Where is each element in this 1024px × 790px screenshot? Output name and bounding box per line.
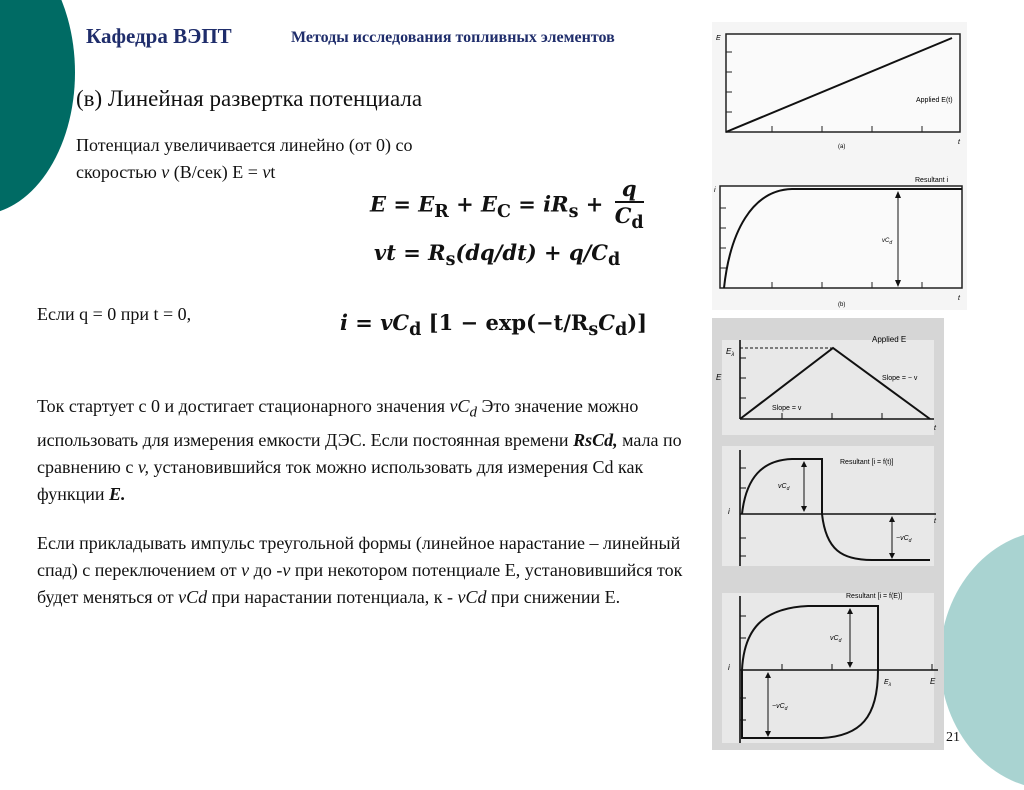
panel-b [714,177,962,308]
panel3-ylabel: i [728,663,730,672]
para1-e: E. [109,483,126,504]
eq1-lhs: E = E [370,191,435,217]
panel-b-xlabel: t [958,295,960,302]
paragraph-triangular-pulse [37,530,702,611]
department-title: Кафедра ВЭПТ [86,24,232,48]
eq1-plus2: + [578,191,611,217]
panel-a-curve-label: Applied E(t) [916,97,953,104]
eq2-b: (dq/dt) + q/C [455,240,609,265]
panel2-ylabel: i [728,507,730,516]
condition-text: Если q = 0 при t = 0, [37,304,192,324]
page-number: 21 [946,730,960,745]
para1-vcd: vC [449,396,470,416]
panel3-background [722,593,934,743]
para2-v2: v [282,560,291,580]
intro-v2: v [262,162,271,182]
para1-text-d: установившийся ток можно использовать для измерения Cd как функции [37,456,644,504]
eq3-e: )] [627,310,648,335]
intro-v: v [161,162,170,182]
eq1-sub-c: C [497,201,511,222]
panel2-background [722,446,934,566]
panel-i-of-t [722,446,937,566]
eq3-b: [1 − exp(−t/R [421,310,589,335]
para1-v: v, [137,456,149,477]
slide-heading: (в) Линейная развертка потенциала [76,86,423,111]
eq3-sub-d2: d [614,320,628,341]
panel-b-ylabel: i [714,187,716,194]
panel3-title: Resultant [i = f(E)] [846,593,903,600]
para2-vcd: vCd [178,587,208,607]
para2-text-a: Если прикладывать импульс треугольной формы (линейное нарастание – линейный спад) с переключением от [37,533,681,580]
panel3-xlabel: E [930,677,936,686]
panel-b-curve-label: Resultant i [915,177,949,184]
para1-text-a: Ток стартует с 0 и достигает стационарного значения [37,396,450,416]
intro-line-1: Потенциал увеличивается линейно (от 0) со [76,135,413,155]
panel-applied-e [716,335,937,435]
intro-t: t [270,162,276,182]
panel-i-of-e [722,593,938,743]
para2-text-c: при некотором потенциале E, установившийся ток будет меняться от [37,560,683,607]
eq1-denominator: C [614,203,632,228]
eq1-sub-r: R [434,201,449,222]
panel-a-caption: (a) [838,144,846,150]
eq2-sub-s: s [445,250,456,271]
panel2-pos-label: $vC_d$ [778,483,790,492]
panel-b-caption: (b) [838,302,846,308]
intro-line-2a: скоростью [76,162,162,182]
eq1-fraction [615,176,644,236]
equation-3 [340,310,647,340]
panel-b-frame [720,186,962,288]
panel-b-level-label: $vC_d$ [882,238,893,246]
panel3-neg-label: $-vC_d$ [772,703,788,712]
panel1-slope-down: Slope = − v [882,375,918,382]
eq1-plus: + E [448,191,498,217]
panel2-neg-label: $-vC_d$ [896,535,912,544]
eq1-den-sub: d [631,213,644,234]
figure-triangular-sweep [712,318,944,750]
para2-vcd2: vCd [457,587,487,607]
eq3-sub-d: d [409,320,422,341]
panel1-ylabel: E [716,373,722,382]
panel1-xlabel: t [934,425,936,432]
panel3-switch-label: $E_\lambda$ [884,679,892,688]
panel2-xlabel: t [934,518,936,525]
eq3-c: C [598,310,615,335]
panel1-background [722,340,934,435]
para1-rscd: RsCd, [573,429,618,450]
para2-v: v [241,560,250,580]
eq3-sub-s: s [588,320,599,341]
eq2-a: vt = R [374,240,446,265]
eq1-numerator: q [615,176,644,203]
panel3-pos-label: $vC_d$ [830,635,842,644]
panel1-peak-label: $E_\lambda$ [726,347,735,358]
decor-circle-left [0,0,75,215]
panel-a-xlabel: t [958,139,960,146]
para1-text-c: мала по сравнению с [37,429,682,477]
equation-1 [370,176,644,236]
eq2-sub-d: d [608,250,621,271]
intro-line-2b: (В/сек) E = [169,162,263,182]
panel2-title: Resultant [i = f(t)] [840,459,894,466]
para2-text-b: до - [249,560,283,580]
panel-a-ylabel: E [716,35,721,42]
figure-linear-sweep [712,22,967,310]
eq1-sub-s: s [568,201,579,222]
paragraph-steady-current [37,393,702,508]
panel1-title: Applied E [872,335,907,344]
panel-a [716,34,961,150]
para1-vcd-sub: d [469,404,478,421]
equation-2 [374,240,620,270]
para1-text-b: Это значение можно использовать для измерения емкости ДЭС. Если постоянная времени [37,396,639,450]
topic-title: Методы исследования топливных элементов [291,29,615,46]
para2-text-d: при нарастании потенциала, к - [207,587,458,607]
para2-text-e: при снижении E. [486,587,621,607]
eq1-rhs: = iR [510,191,569,217]
decor-circle-right [940,530,1024,790]
eq3-a: i = vC [340,310,410,335]
panel1-slope-up: Slope = v [772,405,802,412]
